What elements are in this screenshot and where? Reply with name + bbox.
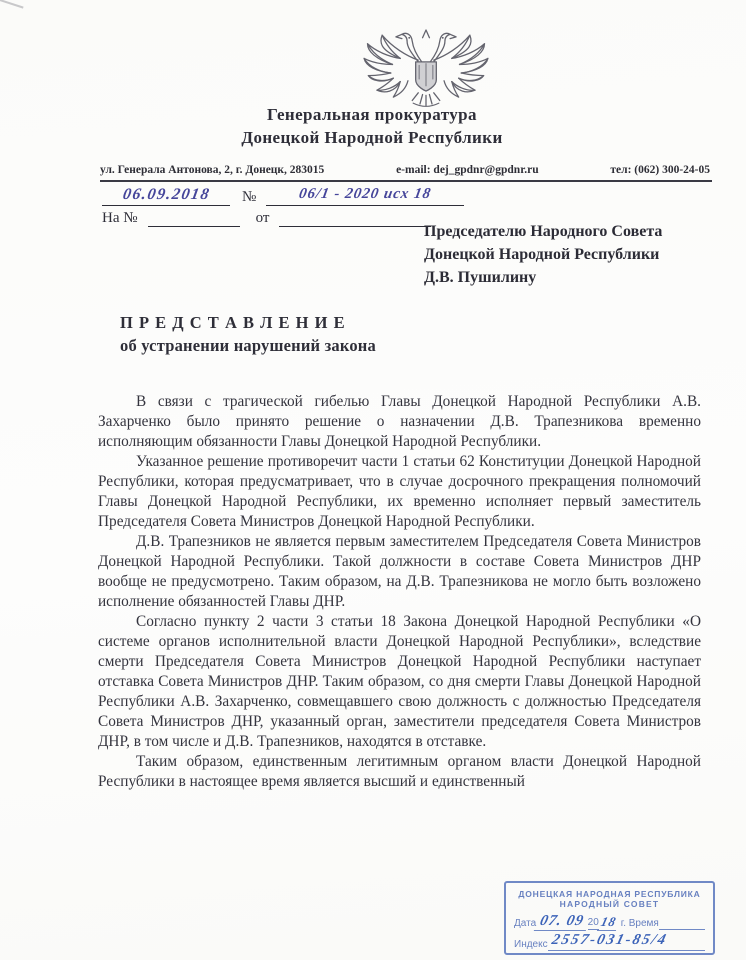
org-name-line2: Донецкой Народной Республики: [241, 128, 503, 147]
on-number-label: На №: [102, 210, 138, 226]
document-title-block: [120, 313, 376, 356]
body-paragraph: Указанное решение противоречит части 1 статьи 62 Конституции Донецкой Народной Республики, которая предусматривает, что в случае досрочного прекращения полномочий Главы Донецкой Народной Республики, их временно исполняет первый заместитель Председателя Совета Министров Донецкой Народной Республики.: [98, 453, 701, 530]
registration-stamp: [504, 881, 715, 955]
body-paragraph: В связи с трагической гибелью Главы Донецкой Народной Республики А.В. Захарченко было принято решение о назначении Д.В. Трапезникова временно исполняющим обязанности Главы Донецкой Народной Республики.: [98, 393, 701, 450]
document-body: [98, 392, 701, 792]
stamp-org-line2: НАРОДНЫЙ СОВЕТ: [559, 899, 660, 909]
stamp-index-row: [514, 930, 705, 951]
outgoing-number-field: [266, 186, 464, 206]
letterhead-divider-line: [100, 180, 712, 182]
stamp-org-line1: ДОНЕЦКАЯ НАРОДНАЯ РЕСПУБЛИКА: [518, 889, 701, 899]
letterhead-contacts-row: [100, 164, 710, 176]
reference-row-outgoing: [102, 184, 464, 206]
body-paragraph: Согласно пункту 2 части 3 статьи 18 Закона Донецкой Народной Республики «О системе органов исполнительной власти Донецкой Народной Республики», вследствие смерти Председателя Совета Министров Донецкой Народной Республики наступает отставка Совета Министров ДНР. Таким образом, со дня смерти Главы Донецкой Народной Республики А.В. Захарченко, совмещавшего свою должность с должностью Председателя Совета Министров ДНР, указанный орган, заместители председателя Совета Министров ДНР, в том числе и Д.В. Трапезников, находятся в отставке.: [98, 613, 701, 750]
stamp-index-handwritten: 2557-031-85/4: [549, 932, 669, 948]
stamp-date-row: [514, 909, 705, 930]
addressee-line2: Донецкой Народной Республики: [424, 246, 660, 263]
reference-row-incoming: [102, 207, 431, 227]
addressee-line3: Д.В. Пушилину: [424, 269, 537, 286]
incoming-date-blank: [279, 207, 431, 227]
letterhead-phone: тел: (062) 300-24-05: [610, 164, 710, 176]
document-subtitle: об устранении нарушений закона: [120, 336, 376, 355]
letterhead-org-name: [0, 103, 746, 149]
document-title: П Р Е Д С Т А В Л Е Н И Е: [120, 313, 346, 332]
from-label: от: [255, 210, 270, 226]
outgoing-number-handwritten: 06/1 - 2020 исх 18: [298, 186, 433, 202]
stamp-index-field: [548, 932, 705, 951]
stamp-year-prefix: 20: [587, 917, 599, 928]
outgoing-date-handwritten: 06.09.2018: [121, 186, 212, 203]
body-paragraph: Д.В. Трапезников не является первым заместителем Председателя Совета Министров Донецкой Народной Республики. Такой должности в составе Совета Министров ДНР вообще не предусмотрено. Таким образом, на Д.В. Трапезникова не могло быть возложено исполнение обязанностей Главы ДНР.: [98, 533, 701, 610]
stamp-index-label: Индекс: [514, 939, 548, 950]
number-sign-label: №: [242, 189, 257, 205]
stamp-time-label: г. Время: [620, 918, 659, 929]
org-name-line1: Генеральная прокуратура: [267, 105, 477, 124]
scan-artifact: [0, 0, 24, 9]
double-headed-eagle-icon: [360, 24, 492, 110]
outgoing-date-field: [102, 186, 230, 206]
stamp-year-handwritten: 18: [597, 914, 620, 931]
addressee-block: [424, 220, 662, 289]
addressee-line1: Председателю Народного Совета: [424, 223, 663, 240]
letterhead-email: e-mail: dej_gpdnr@gpdnr.ru: [396, 164, 539, 176]
letterhead-address: ул. Генерала Антонова, 2, г. Донецк, 283015: [100, 164, 325, 176]
stamp-time-blank: [659, 915, 705, 930]
stamp-date-handwritten: 07. 09: [534, 913, 590, 931]
body-paragraph: Таким образом, единственным легитимным органом власти Донецкой Народной Республики в настоящее время является высший и единственный: [98, 753, 701, 790]
stamp-date-label: Дата: [514, 918, 537, 929]
incoming-number-blank: [148, 207, 240, 227]
